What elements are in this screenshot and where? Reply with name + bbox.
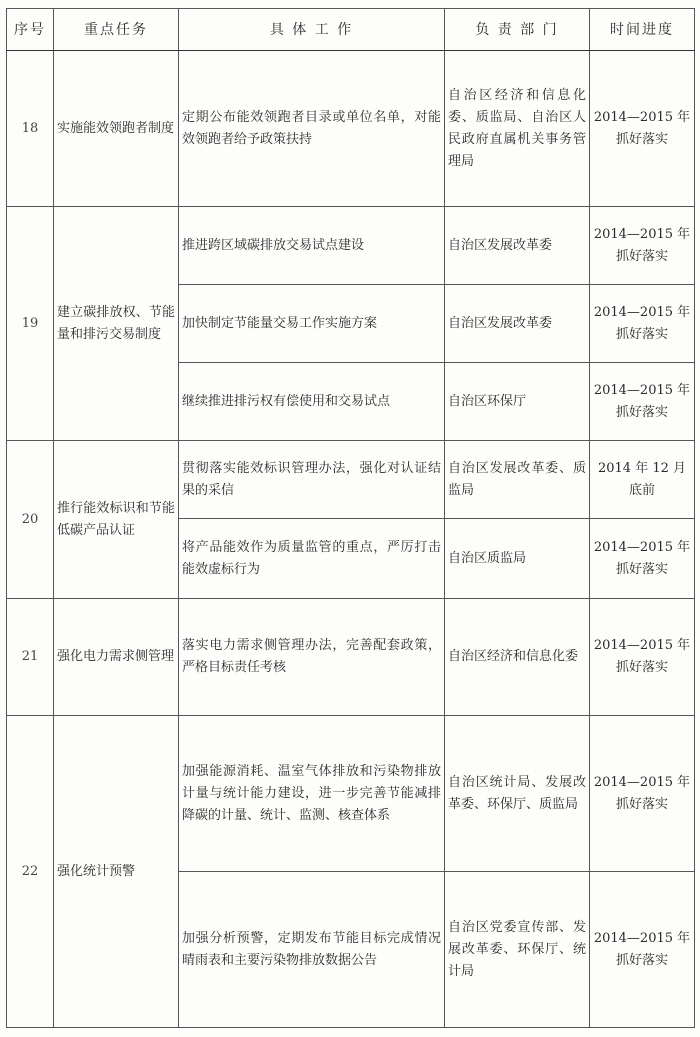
- time-range: 2014—2015 年: [593, 930, 691, 946]
- task-work: 推进跨区域碳排放交易试点建设: [179, 207, 445, 285]
- table-row: [7, 716, 695, 872]
- time-note: 抓好落实: [615, 404, 668, 420]
- time-note: 抓好落实: [615, 131, 668, 147]
- time-range: 2014 年 12 月: [597, 460, 687, 476]
- task-table: [6, 8, 695, 1028]
- header-task: 重点任务: [54, 9, 179, 51]
- header-time: 时间进度: [590, 9, 695, 51]
- time-note: 抓好落实: [615, 248, 668, 264]
- task-work: 继续推进排污权有偿使用和交易试点: [179, 363, 445, 441]
- task-name: 强化统计预警: [54, 716, 179, 1028]
- task-work: 加强能源消耗、温室气体排放和污染物排放计量与统计能力建设，进一步完善节能减排降碳的计量、统计、监测、核查体系: [179, 716, 445, 872]
- task-time: [590, 207, 695, 285]
- table-row: [7, 207, 695, 285]
- table-header-row: [7, 9, 695, 51]
- time-range: 2014—2015 年: [593, 304, 691, 320]
- task-work: 加快制定节能量交易工作实施方案: [179, 285, 445, 363]
- task-number: 21: [7, 599, 54, 716]
- task-name: 强化电力需求侧管理: [54, 599, 179, 716]
- task-time: [590, 872, 695, 1028]
- task-name: 建立碳排放权、节能量和排污交易制度: [54, 207, 179, 441]
- task-dept: 自治区党委宣传部、发展改革委、环保厅、统计局: [445, 872, 590, 1028]
- task-time: [590, 599, 695, 716]
- task-work: 定期公布能效领跑者目录或单位名单，对能效领跑者给予政策扶持: [179, 51, 445, 207]
- task-number: 22: [7, 716, 54, 1028]
- task-dept: 自治区统计局、发展改革委、环保厅、质监局: [445, 716, 590, 872]
- task-work: 加强分析预警，定期发布节能目标完成情况晴雨表和主要污染物排放数据公告: [179, 872, 445, 1028]
- task-work: 贯彻落实能效标识管理办法，强化对认证结果的采信: [179, 441, 445, 519]
- task-dept: 自治区环保厅: [445, 363, 590, 441]
- header-work: 具 体 工 作: [179, 9, 445, 51]
- table-row: [7, 441, 695, 519]
- task-dept: 自治区经济和信息化委、质监局、自治区人民政府直属机关事务管理局: [445, 51, 590, 207]
- table-row: [7, 51, 695, 207]
- time-note: 底前: [628, 482, 655, 498]
- task-number: 18: [7, 51, 54, 207]
- task-work: 落实电力需求侧管理办法，完善配套政策，严格目标责任考核: [179, 599, 445, 716]
- task-dept: 自治区发展改革委: [445, 207, 590, 285]
- task-dept: 自治区质监局: [445, 519, 590, 599]
- task-time: [590, 363, 695, 441]
- task-dept: 自治区发展改革委、质监局: [445, 441, 590, 519]
- task-number: 19: [7, 207, 54, 441]
- time-range: 2014—2015 年: [593, 638, 691, 653]
- time-note: 抓好落实: [615, 796, 668, 812]
- time-note: 抓好落实: [615, 952, 668, 968]
- time-note: 抓好落实: [615, 660, 668, 675]
- table-row: [7, 599, 695, 716]
- time-note: 抓好落实: [615, 561, 668, 577]
- task-time: [590, 285, 695, 363]
- header-dept: 负 责 部 门: [445, 9, 590, 51]
- task-time: [590, 51, 695, 207]
- header-no: 序号: [7, 9, 54, 51]
- task-work: 将产品能效作为质量监管的重点，严厉打击能效虚标行为: [179, 519, 445, 599]
- task-name: 推行能效标识和节能低碳产品认证: [54, 441, 179, 599]
- task-number: 20: [7, 441, 54, 599]
- time-range: 2014—2015 年: [593, 382, 691, 398]
- time-note: 抓好落实: [615, 326, 668, 342]
- task-time: [590, 441, 695, 519]
- task-name: 实施能效领跑者制度: [54, 51, 179, 207]
- time-range: 2014—2015 年: [593, 226, 691, 242]
- task-time: [590, 716, 695, 872]
- task-dept: 自治区发展改革委: [445, 285, 590, 363]
- time-range: 2014—2015 年: [593, 774, 691, 790]
- time-range: 2014—2015 年: [593, 109, 691, 125]
- time-range: 2014—2015 年: [593, 539, 691, 555]
- task-time: [590, 519, 695, 599]
- task-dept: 自治区经济和信息化委: [445, 599, 590, 716]
